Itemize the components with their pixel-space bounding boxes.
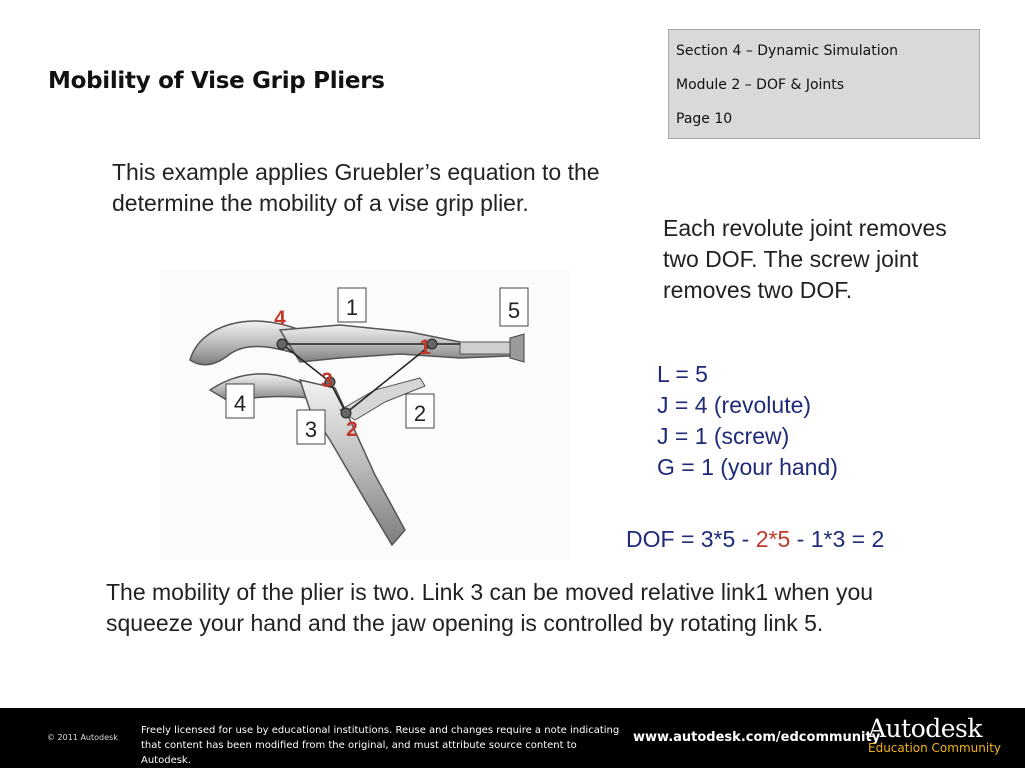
adjust-knob (510, 334, 524, 362)
joint-label-2: 2 (346, 418, 358, 441)
autodesk-logo (868, 714, 1001, 755)
param-links: L = 5 (657, 361, 708, 387)
link-label-4-box (226, 384, 254, 418)
slide-title: Mobility of Vise Grip Pliers (48, 68, 385, 94)
section-label: Section 4 – Dynamic Simulation (676, 43, 899, 59)
module-label: Module 2 – DOF & Joints (676, 77, 845, 93)
param-revolute-joints: J = 4 (revolute) (657, 392, 812, 418)
param-screw-joints: J = 1 (screw) (657, 423, 790, 449)
link-label-2: 2 (413, 401, 427, 426)
dof-equation (626, 526, 884, 553)
footer-bar (0, 708, 1025, 768)
link-label-1: 1 (345, 295, 359, 320)
adjust-screw (460, 342, 512, 354)
link-label-3: 3 (304, 417, 318, 442)
joint-label-4: 4 (274, 307, 286, 330)
community-link[interactable]: www.autodesk.com/edcommunity (633, 730, 881, 745)
link-label-2-box (406, 394, 434, 428)
link-label-5: 5 (507, 298, 521, 323)
license-text: Freely licensed for use by educational institutions. Reuse and changes require a note indicating that content has been modified from the original, and must attribute source content to Autodesk. (141, 725, 620, 766)
joint-label-1: 1 (419, 336, 431, 359)
conclusion-text: The mobility of the plier is two. Link 3 can be moved relative link1 when you squeeze your hand and the jaw opening is controlled by rotating link 5. (106, 579, 874, 636)
dof-prefix: DOF = 3*5 - (626, 526, 756, 552)
section-info-box (668, 29, 980, 139)
joint-label-3: 3 (321, 369, 333, 392)
link-label-3-box (297, 410, 325, 444)
joint-dot (277, 339, 287, 349)
logo-subtitle: Education Community (868, 741, 1002, 755)
link-label-1-box (338, 288, 366, 322)
joint-dot (341, 408, 351, 418)
logo-brand: Autodesk (868, 714, 983, 743)
copyright-text: © 2011 Autodesk (47, 733, 118, 742)
intro-text: This example applies Gruebler’s equation to the determine the mobility of a vise grip plier. (112, 159, 600, 216)
link-label-5-box (500, 288, 528, 326)
joint-explanation: Each revolute joint removes two DOF. The screw joint removes two DOF. (663, 215, 947, 303)
param-ground: G = 1 (your hand) (657, 454, 838, 480)
page-label: Page 10 (676, 111, 733, 127)
dof-suffix: - 1*3 = 2 (790, 526, 885, 552)
dof-highlight: 2*5 (755, 526, 791, 552)
gruebler-parameters (657, 359, 838, 483)
vise-grip-plier-diagram (160, 270, 570, 560)
link-label-4: 4 (233, 391, 247, 416)
